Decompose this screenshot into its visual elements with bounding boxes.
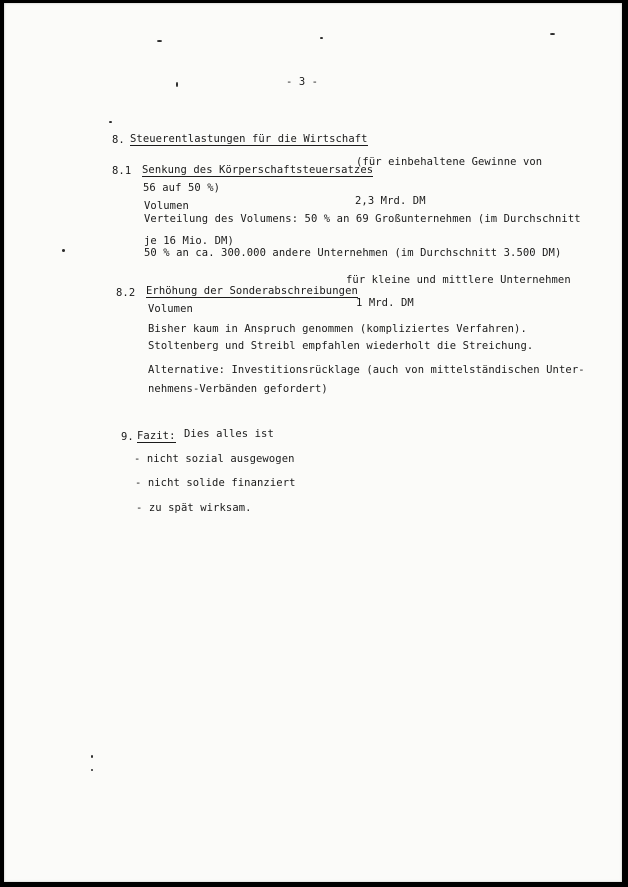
section-8-2-stoltenberg-line: Stoltenberg und Streibl empfahlen wiederholt die Streichung. [148, 340, 534, 352]
scan-speck [62, 249, 65, 252]
section-8-1-number: 8.1 [112, 165, 132, 177]
scan-speck [109, 121, 112, 123]
section-8-2-alternative-line1: Alternative: Investitionsrücklage (auch von mittelständischen Unter- [148, 364, 585, 376]
scan-speck [157, 40, 162, 42]
section-8-1-verteilung-line1: Verteilung des Volumens: 50 % an 69 Großunternehmen (im Durchschnitt [144, 213, 581, 225]
section-8-2-bisher-line: Bisher kaum in Anspruch genommen (kompliziertes Verfahren). [148, 323, 527, 335]
section-8-1-verteilung-line3: 50 % an ca. 300.000 andere Unternehmen (im Durchschnitt 3.500 DM) [144, 247, 562, 259]
section-8-heading: Steuerentlastungen für die Wirtschaft [130, 133, 368, 145]
section-9-heading-rest: Dies alles ist [184, 428, 274, 440]
section-9-number: 9. [121, 431, 134, 443]
section-8-1-heading: Senkung des Körperschaftsteuersatzes [142, 164, 374, 176]
section-9-list-item: - nicht solide finanziert [135, 477, 296, 489]
section-8-1-volumen-label: Volumen [144, 200, 189, 212]
section-8-2-number: 8.2 [116, 287, 136, 299]
section-9-list-item: - nicht sozial ausgewogen [134, 453, 295, 465]
section-8-number: 8. [112, 134, 125, 146]
section-8-2-heading: Erhöhung der Sonderabschreibungen [146, 285, 358, 297]
section-8-1-line2: 56 auf 50 %) [143, 182, 221, 194]
section-8-2-heading-rest: für kleine und mittlere Unternehmen [346, 274, 571, 286]
section-8-2-volumen-value: 1 Mrd. DM [356, 297, 414, 309]
section-9-list-item: - zu spät wirksam. [136, 502, 252, 514]
paper-page [4, 3, 622, 882]
section-8-2-alternative-line2: nehmens-Verbänden gefordert) [148, 383, 328, 395]
section-8-1-heading-rest: (für einbehaltene Gewinne von [356, 156, 543, 168]
section-8-1-volumen-value: 2,3 Mrd. DM [355, 195, 426, 207]
section-8-1-verteilung-line2: je 16 Mio. DM) [144, 235, 234, 247]
section-8-2-volumen-label: Volumen [148, 303, 193, 315]
scan-speck [320, 37, 323, 39]
scan-speck [176, 82, 178, 87]
scan-speck [91, 755, 93, 758]
scan-speck [91, 769, 93, 771]
section-9-heading: Fazit: [137, 430, 176, 442]
page-number: - 3 - [286, 76, 319, 88]
scan-speck [550, 33, 555, 35]
